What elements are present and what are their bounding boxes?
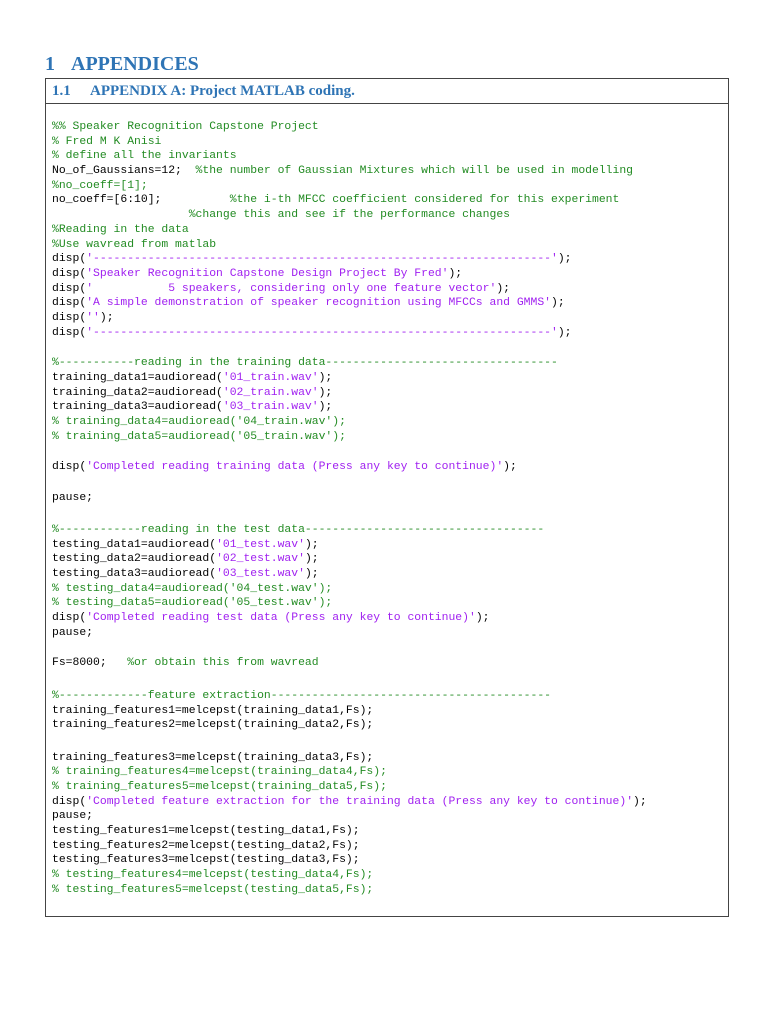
code-string: '-------------------------------------------------------------------' bbox=[86, 253, 558, 266]
code-line bbox=[52, 491, 724, 506]
code-line bbox=[52, 460, 724, 475]
code-line bbox=[52, 704, 724, 719]
code-comment: %Use wavread from matlab bbox=[52, 238, 217, 251]
code-string: 'A simple demonstration of speaker recognition using MFCCs and GMMS' bbox=[86, 297, 552, 310]
code-comment: %change this and see if the performance changes bbox=[188, 209, 510, 222]
code-comment: %-------------feature extraction----------------------------------------- bbox=[52, 690, 551, 702]
code-text: training_data1=audioread( bbox=[52, 372, 223, 384]
code-line bbox=[52, 538, 724, 553]
code-text: No_of_Gaussians=12; bbox=[52, 165, 196, 178]
code-text: ); bbox=[551, 297, 565, 310]
code-string: '' bbox=[86, 311, 100, 324]
code-text: ); bbox=[304, 538, 319, 551]
code-line bbox=[52, 282, 724, 297]
code-comment: % training_data4=audioread('04_train.wav'); bbox=[52, 416, 346, 429]
code-line bbox=[52, 415, 724, 430]
code-line bbox=[52, 567, 724, 582]
code-line bbox=[52, 296, 724, 311]
code-line bbox=[52, 883, 724, 898]
code-text: training_data2=audioread( bbox=[52, 386, 223, 399]
code-comment: % testing_data5=audioread('05_test.wav'); bbox=[52, 597, 333, 610]
code-text: disp( bbox=[52, 253, 87, 266]
section-heading bbox=[45, 52, 199, 76]
code-line bbox=[52, 267, 724, 282]
code-string: '02_test.wav' bbox=[216, 553, 305, 566]
code-comment: %the number of Gaussian Mixtures which will be used in modelling bbox=[195, 165, 634, 178]
code-text: ); bbox=[503, 461, 517, 474]
code-line bbox=[52, 326, 724, 341]
code-line bbox=[52, 853, 724, 868]
code-text: ); bbox=[448, 267, 463, 280]
code-string: '02_train.wav' bbox=[222, 386, 319, 399]
code-line bbox=[52, 430, 724, 445]
code-text: disp( bbox=[52, 297, 87, 310]
code-text: ); bbox=[99, 311, 114, 324]
code-line bbox=[52, 868, 724, 883]
code-comment: % testing_data4=audioread('04_test.wav'); bbox=[52, 582, 333, 595]
code-string: 'Completed feature extraction for the training data (Press any key to continue)' bbox=[86, 795, 634, 808]
subsection-number: 1.1 bbox=[52, 83, 71, 99]
code-text: ); bbox=[496, 282, 510, 295]
code-text bbox=[52, 209, 189, 221]
code-text: no_coeff=[6:10]; bbox=[52, 194, 230, 207]
code-comment: %Reading in the data bbox=[52, 223, 189, 236]
code-string: 'Completed reading training data (Press any key to continue)' bbox=[86, 461, 504, 474]
code-comment: % testing_features5=melcepst(testing_data5,Fs); bbox=[52, 883, 374, 896]
code-line bbox=[52, 193, 724, 208]
code-comment: %% Speaker Recognition Capstone Project bbox=[52, 121, 319, 133]
code-line bbox=[52, 523, 724, 538]
code-text: testing_data1=audioread( bbox=[52, 538, 217, 551]
code-string: '01_test.wav' bbox=[216, 538, 305, 551]
code-listing-box bbox=[45, 78, 729, 917]
code-text: ); bbox=[318, 401, 333, 414]
code-string: '03_test.wav' bbox=[216, 567, 305, 580]
code-text: ); bbox=[557, 253, 572, 266]
code-comment: % Fred M K Anisi bbox=[52, 135, 162, 148]
code-text: ); bbox=[475, 611, 490, 624]
code-text: disp( bbox=[52, 795, 87, 808]
code-line bbox=[52, 839, 724, 854]
code-line bbox=[52, 824, 724, 839]
code-text: disp( bbox=[52, 311, 87, 324]
code-string: 'Speaker Recognition Capstone Design Project By Fred' bbox=[86, 267, 449, 280]
code-text: disp( bbox=[52, 267, 87, 280]
code-text: training_data3=audioread( bbox=[52, 401, 223, 414]
code-text: pause; bbox=[52, 626, 94, 639]
code-line bbox=[52, 386, 724, 401]
code-text: ); bbox=[557, 326, 572, 339]
code-line bbox=[52, 780, 724, 795]
code-text: ); bbox=[633, 795, 647, 808]
code-line bbox=[52, 718, 724, 733]
code-text: disp( bbox=[52, 611, 87, 624]
code-line bbox=[52, 223, 724, 238]
code-text: testing_data2=audioread( bbox=[52, 553, 217, 566]
code-text: disp( bbox=[52, 326, 87, 339]
code-line bbox=[52, 252, 724, 267]
code-line bbox=[52, 238, 724, 253]
code-text: training_features2=melcepst(training_data2,Fs); bbox=[52, 719, 374, 732]
code-line bbox=[52, 149, 724, 164]
code-string: '03_train.wav' bbox=[222, 401, 319, 414]
code-string: ' 5 speakers, considering only one feature vector' bbox=[86, 282, 497, 295]
code-text: training_features1=melcepst(training_data1,Fs); bbox=[52, 704, 374, 717]
code-string: '-------------------------------------------------------------------' bbox=[86, 326, 558, 339]
subsection-heading bbox=[46, 79, 728, 104]
section-title: APPENDICES bbox=[71, 53, 199, 75]
code-comment: % testing_features4=melcepst(testing_data4,Fs); bbox=[52, 869, 374, 882]
code-line bbox=[52, 809, 724, 824]
code-string: '01_train.wav' bbox=[222, 372, 319, 384]
code-line bbox=[52, 795, 724, 810]
code-line bbox=[52, 208, 724, 223]
code-line bbox=[52, 164, 724, 179]
code-comment: % define all the invariants bbox=[52, 150, 237, 163]
code-string: 'Completed reading test data (Press any key to continue)' bbox=[86, 611, 476, 624]
code-text: ); bbox=[318, 386, 333, 399]
code-line bbox=[52, 765, 724, 780]
code-text: ); bbox=[304, 567, 319, 580]
code-text: pause; bbox=[52, 492, 94, 505]
matlab-code-block bbox=[52, 120, 724, 897]
code-line bbox=[52, 582, 724, 597]
code-line bbox=[52, 596, 724, 611]
code-line bbox=[52, 311, 724, 326]
code-comment: % training_data5=audioread('05_train.wav'); bbox=[52, 430, 346, 443]
code-line bbox=[52, 611, 724, 626]
code-text: ); bbox=[318, 372, 333, 384]
code-text: ); bbox=[304, 553, 319, 566]
code-line bbox=[52, 356, 724, 371]
code-text: pause; bbox=[52, 810, 94, 823]
code-comment: %------------reading in the test data----------------------------------- bbox=[52, 523, 545, 536]
code-line bbox=[52, 656, 724, 671]
code-line bbox=[52, 135, 724, 150]
code-text: testing_features1=melcepst(testing_data1,Fs); bbox=[52, 825, 360, 837]
code-comment: %no_coeff=[1]; bbox=[52, 179, 148, 192]
subsection-title: APPENDIX A: Project MATLAB coding. bbox=[90, 83, 355, 99]
code-text: testing_features2=melcepst(testing_data2,Fs); bbox=[52, 839, 360, 852]
code-text: testing_features3=melcepst(testing_data3,Fs); bbox=[52, 854, 360, 867]
section-number: 1 bbox=[45, 53, 55, 75]
code-text: disp( bbox=[52, 461, 87, 474]
code-line bbox=[52, 120, 724, 135]
code-line bbox=[52, 689, 724, 704]
code-comment: %-----------reading in the training data---------------------------------- bbox=[52, 357, 558, 370]
code-line bbox=[52, 371, 724, 386]
code-comment: %or obtain this from wavread bbox=[127, 657, 319, 670]
code-line bbox=[52, 751, 724, 766]
code-line bbox=[52, 626, 724, 641]
code-line bbox=[52, 400, 724, 415]
code-text: Fs=8000; bbox=[52, 657, 128, 670]
code-line bbox=[52, 179, 724, 194]
code-comment: % training_features4=melcepst(training_data4,Fs); bbox=[52, 766, 387, 779]
code-text: testing_data3=audioread( bbox=[52, 567, 217, 580]
code-comment: % training_features5=melcepst(training_data5,Fs); bbox=[52, 780, 387, 793]
code-comment: %the i-th MFCC coefficient considered for this experiment bbox=[229, 194, 620, 207]
code-text: disp( bbox=[52, 282, 87, 295]
code-line bbox=[52, 552, 724, 567]
code-text: training_features3=melcepst(training_data3,Fs); bbox=[52, 751, 374, 764]
